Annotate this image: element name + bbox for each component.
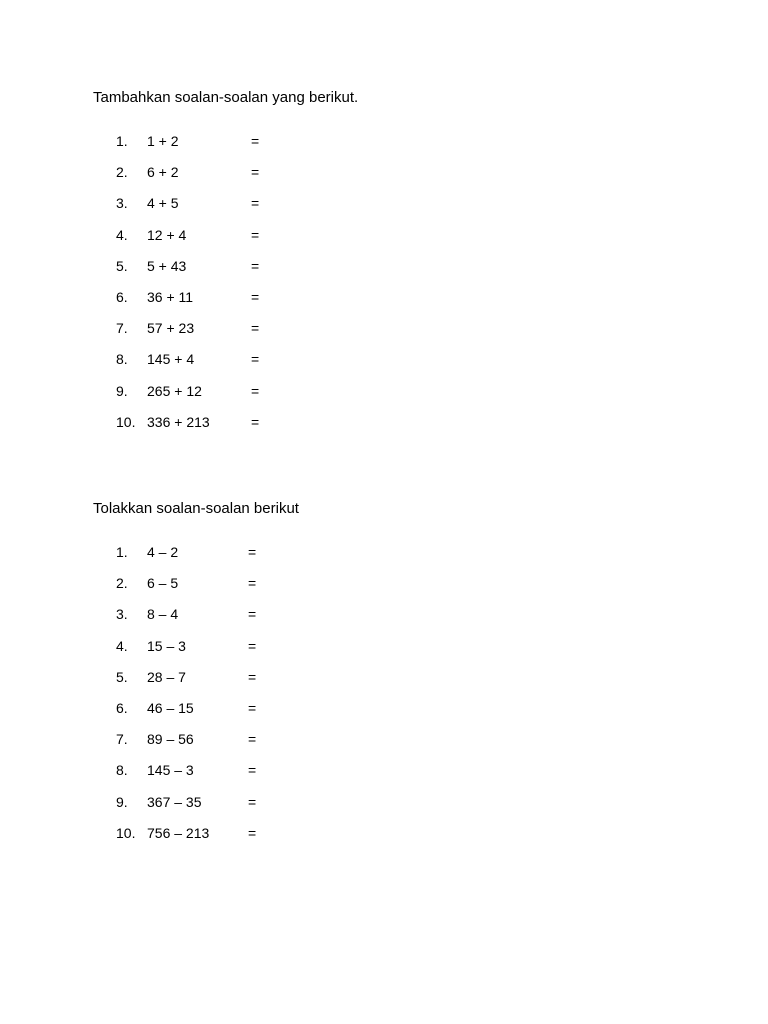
question-expression: 336 + 213 bbox=[147, 413, 210, 430]
question-expression: 1 + 2 bbox=[147, 133, 179, 149]
equals-sign: = bbox=[251, 382, 260, 399]
equals-sign: = bbox=[251, 288, 260, 305]
equals-sign: = bbox=[251, 320, 260, 337]
equals-sign: = bbox=[248, 731, 257, 748]
equals-sign: = bbox=[251, 164, 260, 181]
question-number: 8. bbox=[116, 351, 128, 368]
question-number: 5. bbox=[116, 668, 128, 685]
equals-sign: = bbox=[251, 351, 260, 368]
question-expression: 6 – 5 bbox=[147, 575, 179, 592]
question-expression: 4 + 5 bbox=[147, 195, 179, 212]
equals-sign: = bbox=[251, 413, 260, 430]
equals-sign: = bbox=[251, 257, 260, 274]
question-number: 5. bbox=[116, 257, 128, 274]
question-expression: 145 + 4 bbox=[147, 351, 195, 368]
question-expression: 367 – 35 bbox=[147, 793, 202, 810]
question-number: 4. bbox=[116, 226, 128, 243]
question-expression: 46 – 15 bbox=[147, 699, 194, 716]
equals-sign: = bbox=[251, 195, 260, 212]
question-number: 4. bbox=[116, 637, 128, 654]
question-expression: 145 – 3 bbox=[147, 762, 194, 779]
question-number: 7. bbox=[116, 320, 128, 337]
question-number: 6. bbox=[116, 699, 128, 716]
equals-sign: = bbox=[248, 575, 257, 592]
question-expression: 8 – 4 bbox=[147, 606, 179, 623]
question-number: 1. bbox=[116, 544, 128, 560]
equals-sign: = bbox=[248, 606, 257, 623]
equals-sign: = bbox=[248, 699, 257, 716]
equals-sign: = bbox=[248, 668, 257, 685]
question-expression: 36 + 11 bbox=[147, 288, 194, 305]
question-number: 9. bbox=[116, 382, 128, 399]
question-expression: 756 – 213 bbox=[147, 824, 210, 841]
equals-sign: = bbox=[248, 762, 257, 779]
question-expression: 57 + 23 bbox=[147, 320, 195, 337]
equals-sign: = bbox=[248, 793, 257, 810]
question-expression: 4 – 2 bbox=[147, 544, 179, 560]
question-expression: 6 + 2 bbox=[147, 164, 179, 181]
addition-heading: Tambahkan soalan-soalan yang berikut. bbox=[93, 89, 359, 106]
question-number: 10. bbox=[116, 413, 136, 430]
question-expression: 28 – 7 bbox=[147, 668, 186, 685]
question-expression: 265 + 12 bbox=[147, 382, 202, 399]
question-number: 3. bbox=[116, 606, 128, 623]
equals-sign: = bbox=[248, 824, 257, 841]
question-expression: 5 + 43 bbox=[147, 257, 187, 274]
question-number: 9. bbox=[116, 793, 128, 810]
question-expression: 89 – 56 bbox=[147, 731, 194, 748]
question-number: 3. bbox=[116, 195, 128, 212]
question-expression: 15 – 3 bbox=[147, 637, 186, 654]
equals-sign: = bbox=[251, 133, 260, 149]
equals-sign: = bbox=[248, 637, 257, 654]
question-number: 7. bbox=[116, 731, 128, 748]
equals-sign: = bbox=[251, 226, 260, 243]
question-number: 10. bbox=[116, 824, 136, 841]
question-number: 6. bbox=[116, 288, 128, 305]
question-number: 2. bbox=[116, 164, 128, 181]
question-number: 8. bbox=[116, 762, 128, 779]
subtraction-heading: Tolakkan soalan-soalan berikut bbox=[93, 500, 299, 517]
equals-sign: = bbox=[248, 544, 257, 560]
question-number: 2. bbox=[116, 575, 128, 592]
question-number: 1. bbox=[116, 133, 128, 149]
question-expression: 12 + 4 bbox=[147, 226, 187, 243]
